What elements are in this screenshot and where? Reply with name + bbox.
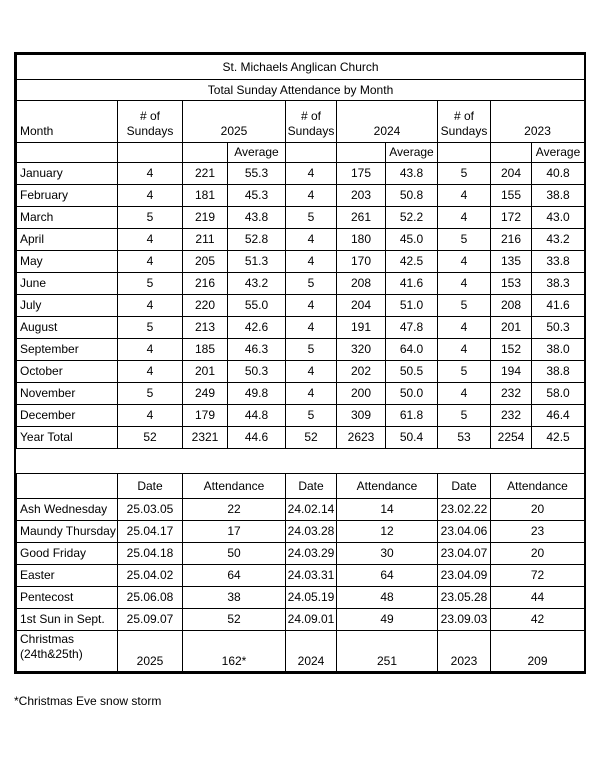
blank-cell bbox=[337, 143, 386, 163]
church-title: St. Michaels Anglican Church bbox=[17, 55, 585, 80]
year-header-2023: 2023 bbox=[491, 101, 585, 143]
month-name-cell: October bbox=[17, 361, 118, 383]
month-name-cell: March bbox=[17, 207, 118, 229]
table-row bbox=[17, 229, 585, 251]
value-cell: 5 bbox=[118, 317, 183, 339]
value-cell: 4 bbox=[118, 251, 183, 273]
value-cell: 219 bbox=[183, 207, 228, 229]
blank-cell bbox=[118, 143, 183, 163]
value-cell: 23.09.03 bbox=[438, 609, 491, 631]
value-cell: 38.8 bbox=[532, 361, 585, 383]
value-cell: 24.03.31 bbox=[286, 565, 337, 587]
value-cell: 42 bbox=[491, 609, 585, 631]
special-services-table bbox=[16, 473, 585, 672]
value-cell: 42.5 bbox=[386, 251, 438, 273]
value-cell: 24.03.28 bbox=[286, 521, 337, 543]
value-cell: 232 bbox=[491, 405, 532, 427]
date-header-2025: Date bbox=[118, 474, 183, 499]
table-row bbox=[17, 427, 585, 449]
value-cell: 5 bbox=[438, 295, 491, 317]
attendance-header-2023: Attendance bbox=[491, 474, 585, 499]
value-cell: 50 bbox=[183, 543, 286, 565]
average-header-2023: Average bbox=[532, 143, 585, 163]
value-cell: 261 bbox=[337, 207, 386, 229]
value-cell: 2321 bbox=[183, 427, 228, 449]
sundays-column-header-2023: # of Sundays bbox=[438, 101, 491, 143]
value-cell: 44 bbox=[491, 587, 585, 609]
value-cell: 4 bbox=[118, 163, 183, 185]
value-cell: 24.03.29 bbox=[286, 543, 337, 565]
value-cell: 43.2 bbox=[532, 229, 585, 251]
value-cell: 23.04.09 bbox=[438, 565, 491, 587]
value-cell: 20 bbox=[491, 543, 585, 565]
value-cell: 203 bbox=[337, 185, 386, 207]
value-cell: 179 bbox=[183, 405, 228, 427]
value-cell: 4 bbox=[286, 295, 337, 317]
value-cell: 23.05.28 bbox=[438, 587, 491, 609]
value-cell: 5 bbox=[286, 405, 337, 427]
value-cell: 52 bbox=[183, 609, 286, 631]
christmas-label-cell bbox=[17, 631, 118, 672]
value-cell: 50.3 bbox=[532, 317, 585, 339]
value-cell: 52 bbox=[118, 427, 183, 449]
value-cell: 38.3 bbox=[532, 273, 585, 295]
value-cell: 4 bbox=[118, 295, 183, 317]
christmas-section bbox=[17, 631, 585, 672]
average-subheader-row bbox=[17, 143, 585, 163]
table-row bbox=[17, 295, 585, 317]
value-cell: 4 bbox=[118, 229, 183, 251]
value-cell: 52.2 bbox=[386, 207, 438, 229]
table-row bbox=[17, 251, 585, 273]
value-cell: 48 bbox=[337, 587, 438, 609]
value-cell: 45.3 bbox=[228, 185, 286, 207]
value-cell: 72 bbox=[491, 565, 585, 587]
value-cell: 249 bbox=[183, 383, 228, 405]
column-header-row bbox=[17, 101, 585, 143]
value-cell: 61.8 bbox=[386, 405, 438, 427]
value-cell: 55.0 bbox=[228, 295, 286, 317]
value-cell: 23.02.22 bbox=[438, 499, 491, 521]
month-name-cell: August bbox=[17, 317, 118, 339]
value-cell: 4 bbox=[286, 383, 337, 405]
month-name-cell: Year Total bbox=[17, 427, 118, 449]
attendance-report bbox=[14, 52, 586, 674]
value-cell: 4 bbox=[118, 339, 183, 361]
value-cell: 5 bbox=[286, 273, 337, 295]
value-cell: 58.0 bbox=[532, 383, 585, 405]
value-cell: 44.8 bbox=[228, 405, 286, 427]
value-cell: 64.0 bbox=[386, 339, 438, 361]
value-cell: 49 bbox=[337, 609, 438, 631]
value-cell: 220 bbox=[183, 295, 228, 317]
service-name-cell: Good Friday bbox=[17, 543, 118, 565]
value-cell: 50.4 bbox=[386, 427, 438, 449]
value-cell: 208 bbox=[491, 295, 532, 317]
table-gap bbox=[16, 449, 584, 473]
value-cell: 51.0 bbox=[386, 295, 438, 317]
attendance-header-2025: Attendance bbox=[183, 474, 286, 499]
table-row bbox=[17, 587, 585, 609]
value-cell: 24.05.19 bbox=[286, 587, 337, 609]
value-cell: 44.6 bbox=[228, 427, 286, 449]
table-row bbox=[17, 499, 585, 521]
value-cell: 24.09.01 bbox=[286, 609, 337, 631]
value-cell: 40.8 bbox=[532, 163, 585, 185]
value-cell: 211 bbox=[183, 229, 228, 251]
value-cell: 43.0 bbox=[532, 207, 585, 229]
blank-cell bbox=[183, 143, 228, 163]
value-cell: 200 bbox=[337, 383, 386, 405]
value-cell: 4 bbox=[286, 361, 337, 383]
value-cell: 33.8 bbox=[532, 251, 585, 273]
value-cell: 205 bbox=[183, 251, 228, 273]
value-cell: 201 bbox=[491, 317, 532, 339]
value-cell: 25.04.18 bbox=[118, 543, 183, 565]
month-name-cell: January bbox=[17, 163, 118, 185]
table-row bbox=[17, 383, 585, 405]
table-row bbox=[17, 361, 585, 383]
value-cell: 50.0 bbox=[386, 383, 438, 405]
value-cell: 51.3 bbox=[228, 251, 286, 273]
month-name-cell: February bbox=[17, 185, 118, 207]
month-name-cell: September bbox=[17, 339, 118, 361]
value-cell: 4 bbox=[118, 361, 183, 383]
value-cell: 50.5 bbox=[386, 361, 438, 383]
value-cell: 55.3 bbox=[228, 163, 286, 185]
date-header-2024: Date bbox=[286, 474, 337, 499]
date-header-2023: Date bbox=[438, 474, 491, 499]
value-cell: 4 bbox=[438, 185, 491, 207]
value-cell: 5 bbox=[438, 163, 491, 185]
value-cell: 4 bbox=[438, 251, 491, 273]
value-cell: 194 bbox=[491, 361, 532, 383]
value-cell: 5 bbox=[438, 229, 491, 251]
value-cell: 180 bbox=[337, 229, 386, 251]
blank-cell bbox=[286, 143, 337, 163]
table-row bbox=[17, 609, 585, 631]
christmas-row bbox=[17, 631, 585, 672]
table-row bbox=[17, 521, 585, 543]
month-column-header: Month bbox=[17, 101, 118, 143]
monthly-attendance-table bbox=[16, 54, 585, 449]
average-header-2025: Average bbox=[228, 143, 286, 163]
value-cell: 43.8 bbox=[386, 163, 438, 185]
value-cell: 25.04.17 bbox=[118, 521, 183, 543]
value-cell: 4 bbox=[438, 273, 491, 295]
value-cell: 4 bbox=[286, 229, 337, 251]
christmas-year-2025: 2025 bbox=[118, 631, 183, 672]
value-cell: 216 bbox=[491, 229, 532, 251]
value-cell: 23.04.06 bbox=[438, 521, 491, 543]
service-name-cell: Easter bbox=[17, 565, 118, 587]
christmas-attendance-2024: 251 bbox=[337, 631, 438, 672]
value-cell: 152 bbox=[491, 339, 532, 361]
value-cell: 45.0 bbox=[386, 229, 438, 251]
service-name-cell: 1st Sun in Sept. bbox=[17, 609, 118, 631]
value-cell: 204 bbox=[491, 163, 532, 185]
value-cell: 25.04.02 bbox=[118, 565, 183, 587]
value-cell: 38.0 bbox=[532, 339, 585, 361]
value-cell: 232 bbox=[491, 383, 532, 405]
christmas-label-line2: (24th&25th) bbox=[20, 647, 83, 661]
value-cell: 50.3 bbox=[228, 361, 286, 383]
value-cell: 20 bbox=[491, 499, 585, 521]
value-cell: 4 bbox=[286, 317, 337, 339]
value-cell: 5 bbox=[118, 273, 183, 295]
subtitle-row bbox=[17, 80, 585, 101]
service-name-cell: Ash Wednesday bbox=[17, 499, 118, 521]
value-cell: 4 bbox=[286, 163, 337, 185]
month-name-cell: July bbox=[17, 295, 118, 317]
sundays-column-header-2024: # of Sundays bbox=[286, 101, 337, 143]
value-cell: 38 bbox=[183, 587, 286, 609]
value-cell: 309 bbox=[337, 405, 386, 427]
value-cell: 201 bbox=[183, 361, 228, 383]
value-cell: 47.8 bbox=[386, 317, 438, 339]
value-cell: 42.6 bbox=[228, 317, 286, 339]
footnote: *Christmas Eve snow storm bbox=[14, 694, 162, 708]
value-cell: 4 bbox=[118, 185, 183, 207]
christmas-attendance-2023: 209 bbox=[491, 631, 585, 672]
value-cell: 221 bbox=[183, 163, 228, 185]
month-name-cell: May bbox=[17, 251, 118, 273]
christmas-year-2024: 2024 bbox=[286, 631, 337, 672]
monthly-tbody bbox=[17, 163, 585, 449]
table-row bbox=[17, 207, 585, 229]
value-cell: 5 bbox=[118, 207, 183, 229]
year-header-2025: 2025 bbox=[183, 101, 286, 143]
value-cell: 181 bbox=[183, 185, 228, 207]
service-name-cell: Pentecost bbox=[17, 587, 118, 609]
value-cell: 4 bbox=[438, 383, 491, 405]
value-cell: 23.04.07 bbox=[438, 543, 491, 565]
value-cell: 172 bbox=[491, 207, 532, 229]
blank-corner-cell bbox=[17, 474, 118, 499]
value-cell: 191 bbox=[337, 317, 386, 339]
title-row bbox=[17, 55, 585, 80]
christmas-label-line1: Christmas bbox=[20, 632, 75, 646]
month-name-cell: December bbox=[17, 405, 118, 427]
value-cell: 64 bbox=[337, 565, 438, 587]
report-subtitle: Total Sunday Attendance by Month bbox=[17, 80, 585, 101]
value-cell: 153 bbox=[491, 273, 532, 295]
value-cell: 4 bbox=[438, 317, 491, 339]
value-cell: 50.8 bbox=[386, 185, 438, 207]
value-cell: 24.02.14 bbox=[286, 499, 337, 521]
value-cell: 17 bbox=[183, 521, 286, 543]
service-name-cell: Maundy Thursday bbox=[17, 521, 118, 543]
value-cell: 4 bbox=[286, 251, 337, 273]
month-name-cell: April bbox=[17, 229, 118, 251]
year-header-2024: 2024 bbox=[337, 101, 438, 143]
value-cell: 53 bbox=[438, 427, 491, 449]
value-cell: 23 bbox=[491, 521, 585, 543]
blank-cell bbox=[17, 143, 118, 163]
value-cell: 52 bbox=[286, 427, 337, 449]
value-cell: 64 bbox=[183, 565, 286, 587]
value-cell: 175 bbox=[337, 163, 386, 185]
value-cell: 22 bbox=[183, 499, 286, 521]
table-row bbox=[17, 317, 585, 339]
value-cell: 14 bbox=[337, 499, 438, 521]
christmas-year-2023: 2023 bbox=[438, 631, 491, 672]
value-cell: 30 bbox=[337, 543, 438, 565]
value-cell: 43.2 bbox=[228, 273, 286, 295]
value-cell: 25.09.07 bbox=[118, 609, 183, 631]
value-cell: 12 bbox=[337, 521, 438, 543]
value-cell: 5 bbox=[118, 383, 183, 405]
value-cell: 5 bbox=[438, 405, 491, 427]
value-cell: 42.5 bbox=[532, 427, 585, 449]
table-row bbox=[17, 565, 585, 587]
value-cell: 213 bbox=[183, 317, 228, 339]
value-cell: 2254 bbox=[491, 427, 532, 449]
attendance-header-2024: Attendance bbox=[337, 474, 438, 499]
special-header bbox=[17, 474, 585, 499]
table-row bbox=[17, 339, 585, 361]
value-cell: 208 bbox=[337, 273, 386, 295]
value-cell: 46.3 bbox=[228, 339, 286, 361]
special-tbody bbox=[17, 499, 585, 631]
value-cell: 204 bbox=[337, 295, 386, 317]
value-cell: 38.8 bbox=[532, 185, 585, 207]
value-cell: 135 bbox=[491, 251, 532, 273]
table-row bbox=[17, 405, 585, 427]
value-cell: 25.06.08 bbox=[118, 587, 183, 609]
value-cell: 155 bbox=[491, 185, 532, 207]
value-cell: 202 bbox=[337, 361, 386, 383]
average-header-2024: Average bbox=[386, 143, 438, 163]
value-cell: 49.8 bbox=[228, 383, 286, 405]
value-cell: 4 bbox=[286, 185, 337, 207]
blank-cell bbox=[438, 143, 491, 163]
value-cell: 43.8 bbox=[228, 207, 286, 229]
sundays-column-header-2025: # of Sundays bbox=[118, 101, 183, 143]
monthly-header bbox=[17, 55, 585, 163]
value-cell: 4 bbox=[118, 405, 183, 427]
value-cell: 46.4 bbox=[532, 405, 585, 427]
christmas-attendance-2025: 162* bbox=[183, 631, 286, 672]
value-cell: 216 bbox=[183, 273, 228, 295]
value-cell: 41.6 bbox=[532, 295, 585, 317]
value-cell: 52.8 bbox=[228, 229, 286, 251]
value-cell: 41.6 bbox=[386, 273, 438, 295]
table-row bbox=[17, 543, 585, 565]
value-cell: 2623 bbox=[337, 427, 386, 449]
value-cell: 5 bbox=[286, 207, 337, 229]
table-row bbox=[17, 185, 585, 207]
special-header-row bbox=[17, 474, 585, 499]
month-name-cell: November bbox=[17, 383, 118, 405]
value-cell: 5 bbox=[438, 361, 491, 383]
value-cell: 4 bbox=[438, 339, 491, 361]
table-row bbox=[17, 273, 585, 295]
value-cell: 185 bbox=[183, 339, 228, 361]
value-cell: 5 bbox=[286, 339, 337, 361]
value-cell: 4 bbox=[438, 207, 491, 229]
blank-cell bbox=[491, 143, 532, 163]
value-cell: 320 bbox=[337, 339, 386, 361]
value-cell: 170 bbox=[337, 251, 386, 273]
value-cell: 25.03.05 bbox=[118, 499, 183, 521]
month-name-cell: June bbox=[17, 273, 118, 295]
table-row bbox=[17, 163, 585, 185]
